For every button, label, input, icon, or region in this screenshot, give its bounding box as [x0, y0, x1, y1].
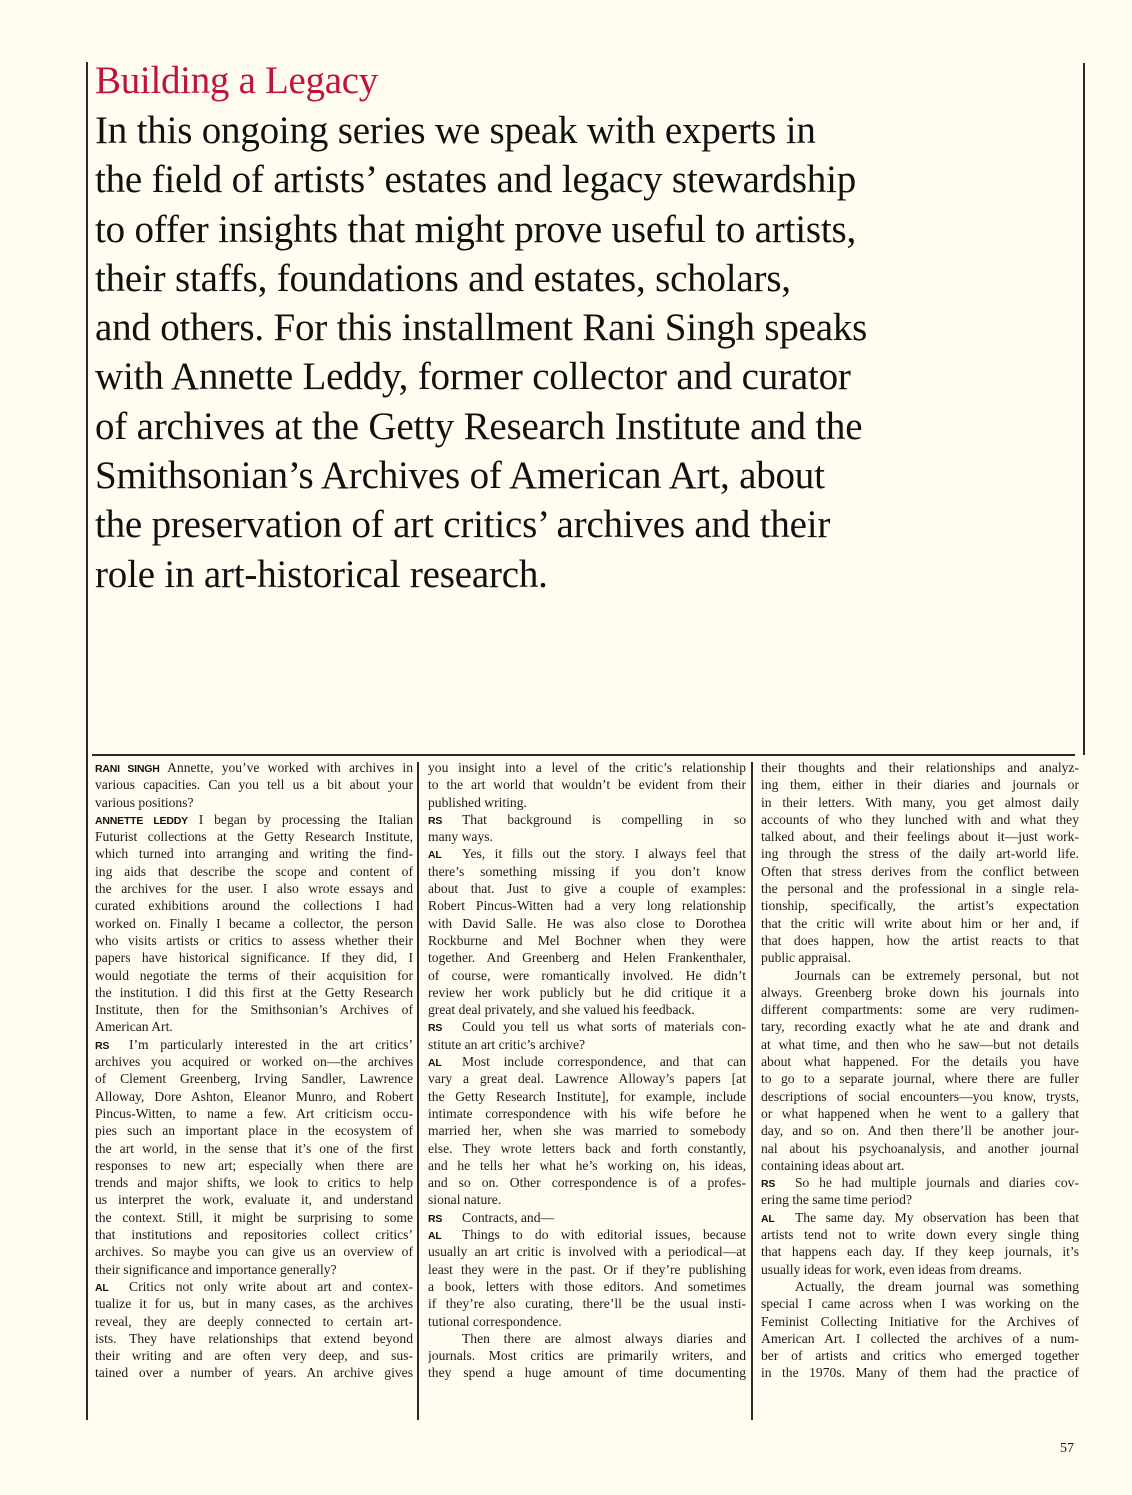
speaker-name: ANNETTE LEDDY: [95, 814, 188, 827]
text-line: [761, 1036, 1079, 1053]
text-line: [761, 1174, 1079, 1191]
text-line: [761, 1122, 1079, 1139]
text-line: [761, 845, 1079, 862]
text-line: [428, 1036, 746, 1053]
text-line: [761, 1001, 1079, 1018]
line-text: many ways.: [428, 829, 493, 845]
line-text: else. They wrote letters back and forth constantly,: [428, 1140, 746, 1156]
text-line: [95, 932, 413, 949]
text-line: [761, 915, 1079, 932]
text-line: [428, 1330, 746, 1347]
deck-line: Smithsonian’s Archives of American Art, about: [95, 454, 825, 498]
text-line: [761, 1278, 1079, 1295]
text-line: [95, 1036, 413, 1053]
text-line: [428, 759, 746, 776]
line-text: tualize it for us, but in many cases, as the archives: [95, 1296, 413, 1312]
line-text: at what time, and then who he saw—but not details: [761, 1036, 1079, 1052]
text-line: [761, 1088, 1079, 1105]
text-line: [761, 1053, 1079, 1070]
deck-line: In this ongoing series we speak with experts in: [95, 109, 816, 152]
line-text: talked about, and their feelings about it—just work-: [761, 829, 1079, 845]
line-text: tutional correspondence.: [428, 1313, 562, 1329]
speaker-initials: AL: [95, 1281, 109, 1294]
line-text: Yes, it fills out the story. I always feel that: [462, 846, 746, 862]
line-text: special I came across when I was working on the: [761, 1296, 1079, 1312]
text-line: [428, 1243, 746, 1260]
text-line: [95, 1313, 413, 1330]
text-line: [428, 1070, 746, 1087]
line-text: and so on. Other correspondence is of a profes-: [428, 1175, 746, 1191]
text-line: [761, 967, 1079, 984]
deck-line: with Annette Leddy, former collector and curator: [95, 355, 851, 399]
text-line: [761, 1347, 1079, 1364]
line-text: reveal, they are deeply connected to certain art-: [95, 1313, 413, 1329]
line-text: worked on. Finally I became a collector, the person: [95, 915, 413, 931]
text-line: [95, 1088, 413, 1105]
line-text: Annette, you’ve worked with archives in: [159, 760, 413, 775]
text-line: [428, 1364, 746, 1381]
text-line: [95, 897, 413, 914]
deck-line: of archives at the Getty Research Institute and the: [95, 404, 863, 448]
line-text: together. And Greenberg and Helen Frankenthaler,: [428, 950, 746, 966]
line-text: about that. Just to give a couple of examples:: [428, 881, 746, 897]
text-line: [428, 1018, 746, 1035]
text-line: [761, 828, 1079, 845]
line-text: various capacities. Can you tell us a bit about your: [95, 777, 413, 793]
line-text: archives. So maybe you can give us an overview of: [95, 1244, 413, 1260]
text-line: [95, 1122, 413, 1139]
line-text: Journals can be extremely personal, but not: [795, 967, 1079, 983]
text-line: [95, 1018, 413, 1035]
line-text: there’s something missing if you don’t know: [428, 863, 746, 879]
text-line: [761, 776, 1079, 793]
deck-line: the field of artists’ estates and legacy stewardship: [95, 158, 857, 202]
text-line: [428, 932, 746, 949]
line-text: vary a great deal. Lawrence Alloway’s papers [at: [428, 1071, 746, 1087]
text-line: [761, 1191, 1079, 1208]
line-text: That background is compelling in so: [462, 811, 746, 827]
text-line: [428, 1209, 746, 1226]
line-text: curated exhibitions around the collections I had: [95, 898, 413, 914]
line-text: and he tells her what he’s working on, his ideas,: [428, 1157, 746, 1173]
line-text: or what happened when he went to a gallery that: [761, 1105, 1079, 1121]
text-line: [428, 1278, 746, 1295]
deck-line: and others. For this installment Rani Singh speaks: [95, 306, 868, 350]
text-line: [95, 794, 413, 811]
line-text: artists tend not to write down every single thing: [761, 1227, 1079, 1243]
text-line: [761, 1313, 1079, 1330]
text-line: [428, 1295, 746, 1312]
text-line: [95, 1001, 413, 1018]
text-line: [428, 1191, 746, 1208]
text-line: [428, 915, 746, 932]
speaker-initials: RS: [95, 1039, 110, 1052]
text-line: [428, 811, 746, 828]
line-text: with David Salle. He was also close to Dorothea: [428, 915, 746, 931]
text-line: [428, 1157, 746, 1174]
line-text: published writing.: [428, 794, 527, 810]
line-text: archives you acquired or worked on—the archives: [95, 1054, 413, 1070]
line-text: ing aids that describe the scope and content of: [95, 863, 413, 879]
line-text: review her work publicly but he did critique it a: [428, 984, 746, 1000]
line-text: in their letters. With many, you get almost daily: [761, 794, 1079, 810]
line-text: us interpret the work, evaluate it, and understand: [95, 1192, 413, 1208]
speaker-initials: AL: [428, 849, 442, 862]
text-line: [95, 915, 413, 932]
text-line: [428, 984, 746, 1001]
line-text: ists. They have relationships that extend beyond: [95, 1330, 413, 1346]
line-text: tionship, specifically, the artist’s expectation: [761, 898, 1079, 914]
line-text: accounts of who they lunched with and what they: [761, 811, 1079, 827]
line-text: ering the same time period?: [761, 1192, 912, 1208]
text-line: [761, 1157, 1079, 1174]
speaker-initials: RS: [761, 1178, 776, 1191]
line-text: pies such an important place in the ecosystem of: [95, 1123, 413, 1139]
speaker-initials: RS: [428, 1212, 443, 1225]
line-text: American Art.: [95, 1019, 173, 1035]
body-top-rule: [92, 754, 1075, 756]
line-text: various positions?: [95, 794, 194, 810]
line-text: in the 1970s. Many of them had the practice of: [761, 1365, 1079, 1381]
text-line: [428, 1105, 746, 1122]
line-text: ing through the stress of the daily art-world life.: [761, 846, 1079, 862]
line-text: Often that stress derives from the conflict between: [761, 863, 1079, 879]
text-line: [95, 949, 413, 966]
line-text: Alloway, Dore Ashton, Eleanor Munro, and Robert: [95, 1088, 413, 1104]
line-text: that happens each day. If they keep journals, it’s: [761, 1244, 1079, 1260]
deck-line: their staffs, foundations and estates, scholars,: [95, 256, 791, 300]
text-line: [428, 794, 746, 811]
page-number: 57: [1060, 1441, 1074, 1456]
line-text: journals. Most critics are primarily writers, and: [428, 1348, 746, 1364]
text-line: [95, 1105, 413, 1122]
line-text: The same day. My observation has been that: [795, 1209, 1079, 1225]
line-text: married her, when she was married to somebody: [428, 1123, 746, 1139]
speaker-initials: AL: [761, 1212, 775, 1225]
line-text: responses to new art; especially when there are: [95, 1157, 413, 1173]
text-line: [428, 776, 746, 793]
text-line: [95, 1191, 413, 1208]
line-text: the institution. I did this first at the Getty Research: [95, 984, 413, 1000]
text-line: [428, 897, 746, 914]
line-text: trends and major shifts, we look to critics to help: [95, 1175, 413, 1191]
text-line: [95, 1243, 413, 1260]
text-line: [428, 1140, 746, 1157]
text-line: [95, 759, 413, 776]
line-text: ing them, either in their diaries and journals or: [761, 777, 1079, 793]
text-line: [761, 1226, 1079, 1243]
text-line: [761, 880, 1079, 897]
text-line: [761, 1330, 1079, 1347]
text-line: [95, 1278, 413, 1295]
line-text: always. Greenberg broke down his journals into: [761, 984, 1079, 1000]
line-text: Rockburne and Mel Bochner when they were: [428, 932, 746, 948]
line-text: that does happen, how the artist reacts to that: [761, 932, 1079, 948]
text-line: [428, 880, 746, 897]
text-line: [95, 1157, 413, 1174]
line-text: of course, were romantically involved. He didn’t: [428, 967, 746, 983]
text-line: [761, 897, 1079, 914]
line-text: Contracts, and—: [462, 1209, 555, 1225]
line-text: intimate correspondence with his wife before he: [428, 1105, 746, 1121]
text-line: [761, 794, 1079, 811]
text-line: [761, 984, 1079, 1001]
line-text: the art world, in the sense that it’s one of the first: [95, 1140, 413, 1156]
line-text: the context. Still, it might be surprising to some: [95, 1209, 413, 1225]
line-text: sional nature.: [428, 1192, 502, 1208]
text-line: [428, 1347, 746, 1364]
line-text: Futurist collections at the Getty Research Institute,: [95, 829, 413, 845]
article-deck: [95, 106, 935, 599]
text-line: [761, 949, 1079, 966]
text-line: [95, 984, 413, 1001]
line-text: who visits artists or critics to assess whether their: [95, 932, 413, 948]
text-line: [95, 845, 413, 862]
deck-line: role in art-historical research.: [95, 552, 548, 596]
header-right-rule: [1083, 63, 1085, 755]
line-text: Institute, then for the Smithsonian’s Archives of: [95, 1002, 413, 1018]
text-line: [95, 1174, 413, 1191]
text-line: [428, 863, 746, 880]
text-line: [95, 1226, 413, 1243]
line-text: usually an art critic is involved with a periodical—at: [428, 1244, 746, 1260]
line-text: their thoughts and their relationships and analyz-: [761, 760, 1079, 775]
line-text: papers have historical significance. If they did, I: [95, 950, 413, 966]
line-text: different compartments: some are very rudimen-: [761, 1002, 1079, 1018]
line-text: Pincus-Witten, to name a few. Art criticism occu-: [95, 1105, 413, 1121]
line-text: that institutions and repositories collect critics’: [95, 1227, 413, 1243]
text-line: [95, 1347, 413, 1364]
text-line: [428, 1001, 746, 1018]
text-line: [428, 1261, 746, 1278]
line-text: least they were in the past. Or if they’re publishing: [428, 1261, 746, 1277]
line-text: that the critic will write about him or her and, if: [761, 915, 1079, 931]
deck-line: to offer insights that might prove useful to artists,: [95, 207, 857, 251]
line-text: Could you tell us what sorts of materials con-: [462, 1019, 746, 1035]
text-line: [428, 1174, 746, 1191]
text-line: [761, 1209, 1079, 1226]
text-line: [428, 1226, 746, 1243]
line-text: public appraisal.: [761, 950, 851, 966]
line-text: I’m particularly interested in the art critics’: [129, 1036, 413, 1052]
text-line: [761, 1261, 1079, 1278]
line-text: Robert Pincus-Witten had a very long relationship: [428, 898, 746, 914]
text-line: [95, 880, 413, 897]
text-line: [95, 776, 413, 793]
line-text: of Clement Greenberg, Irving Sandler, Lawrence: [95, 1071, 413, 1087]
text-line: [95, 1209, 413, 1226]
text-line: [761, 1140, 1079, 1157]
speaker-initials: RS: [428, 814, 443, 827]
text-line: [761, 932, 1079, 949]
line-text: if they’re also curating, there’ll be the usual insti-: [428, 1296, 746, 1312]
line-text: nal about his psychoanalysis, and another journal: [761, 1140, 1079, 1156]
line-text: So he had multiple journals and diaries cov-: [795, 1175, 1079, 1191]
deck-line: the preservation of art critics’ archives and their: [95, 503, 831, 547]
text-line: [95, 828, 413, 845]
line-text: the Getty Research Institute], for example, include: [428, 1088, 746, 1104]
line-text: Things to do with editorial issues, because: [462, 1227, 746, 1243]
text-line: [761, 811, 1079, 828]
body-column-2: [428, 759, 746, 1382]
line-text: Critics not only write about art and contex-: [129, 1278, 413, 1294]
line-text: tary, recording exactly what he ate and drank and: [761, 1019, 1079, 1035]
text-line: [761, 1018, 1079, 1035]
line-text: American Art. I collected the archives of a num-: [761, 1330, 1079, 1346]
line-text: Actually, the dream journal was something: [795, 1278, 1079, 1294]
line-text: the personal and the professional in a single rela-: [761, 881, 1079, 897]
text-line: [95, 967, 413, 984]
text-line: [761, 863, 1079, 880]
text-line: [95, 1053, 413, 1070]
body-column-3: [761, 759, 1079, 1382]
line-text: to the art world that wouldn’t be evident from their: [428, 777, 746, 793]
text-line: [95, 1070, 413, 1087]
text-line: [95, 1330, 413, 1347]
text-line: [428, 1088, 746, 1105]
line-text: their significance and importance generally?: [95, 1261, 337, 1277]
text-line: [95, 1261, 413, 1278]
line-text: stitute an art critic’s archive?: [428, 1036, 586, 1052]
line-text: about what happened. For the details you have: [761, 1054, 1079, 1070]
line-text: to go to a separate journal, where there are fuller: [761, 1071, 1079, 1087]
text-line: [95, 811, 413, 828]
speaker-initials: RS: [428, 1022, 443, 1035]
line-text: descriptions of social encounters—you know, trysts,: [761, 1088, 1079, 1104]
text-line: [95, 1140, 413, 1157]
text-line: [428, 967, 746, 984]
text-line: [428, 949, 746, 966]
line-text: you insight into a level of the critic’s relationship: [428, 760, 746, 775]
line-text: usually ideas for work, even ideas from dreams.: [761, 1261, 1022, 1277]
line-text: Feminist Collecting Initiative for the Archives of: [761, 1313, 1079, 1329]
text-line: [761, 1070, 1079, 1087]
series-title: Building a Legacy: [95, 59, 378, 102]
line-text: which turned into arranging and writing the find-: [95, 846, 413, 862]
text-line: [761, 1295, 1079, 1312]
text-line: [428, 828, 746, 845]
line-text: would negotiate the terms of their acquisition for: [95, 967, 413, 983]
speaker-initials: AL: [428, 1057, 442, 1070]
header-left-rule: [86, 62, 88, 1420]
line-text: the archives for the user. I also wrote essays and: [95, 881, 413, 897]
text-line: [761, 1105, 1079, 1122]
body-column-1: [95, 759, 413, 1382]
text-line: [761, 1364, 1079, 1381]
text-line: [95, 863, 413, 880]
line-text: their writing and are often very deep, and sus-: [95, 1348, 413, 1364]
column-divider-2: [751, 762, 753, 1420]
line-text: day, and so on. And then there’ll be another jour-: [761, 1123, 1079, 1139]
speaker-initials: AL: [428, 1230, 442, 1243]
text-line: [95, 1364, 413, 1381]
line-text: great deal privately, and she valued his feedback.: [428, 1002, 695, 1018]
speaker-name: RANI SINGH: [95, 763, 160, 775]
line-text: ber of artists and critics who emerged together: [761, 1348, 1079, 1364]
text-line: [428, 845, 746, 862]
text-line: [761, 759, 1079, 776]
line-text: containing ideas about art.: [761, 1157, 905, 1173]
text-line: [428, 1053, 746, 1070]
line-text: they spend a huge amount of time documenting: [428, 1365, 746, 1381]
text-line: [428, 1122, 746, 1139]
line-text: a book, letters with those editors. And sometimes: [428, 1278, 746, 1294]
text-line: [95, 1295, 413, 1312]
line-text: Most include correspondence, and that can: [462, 1054, 746, 1070]
line-text: I began by processing the Italian: [187, 811, 413, 827]
text-line: [428, 1313, 746, 1330]
column-divider-1: [417, 762, 419, 1420]
line-text: Then there are almost always diaries and: [462, 1330, 746, 1346]
text-line: [761, 1243, 1079, 1260]
line-text: tained over a number of years. An archive gives: [95, 1365, 413, 1381]
